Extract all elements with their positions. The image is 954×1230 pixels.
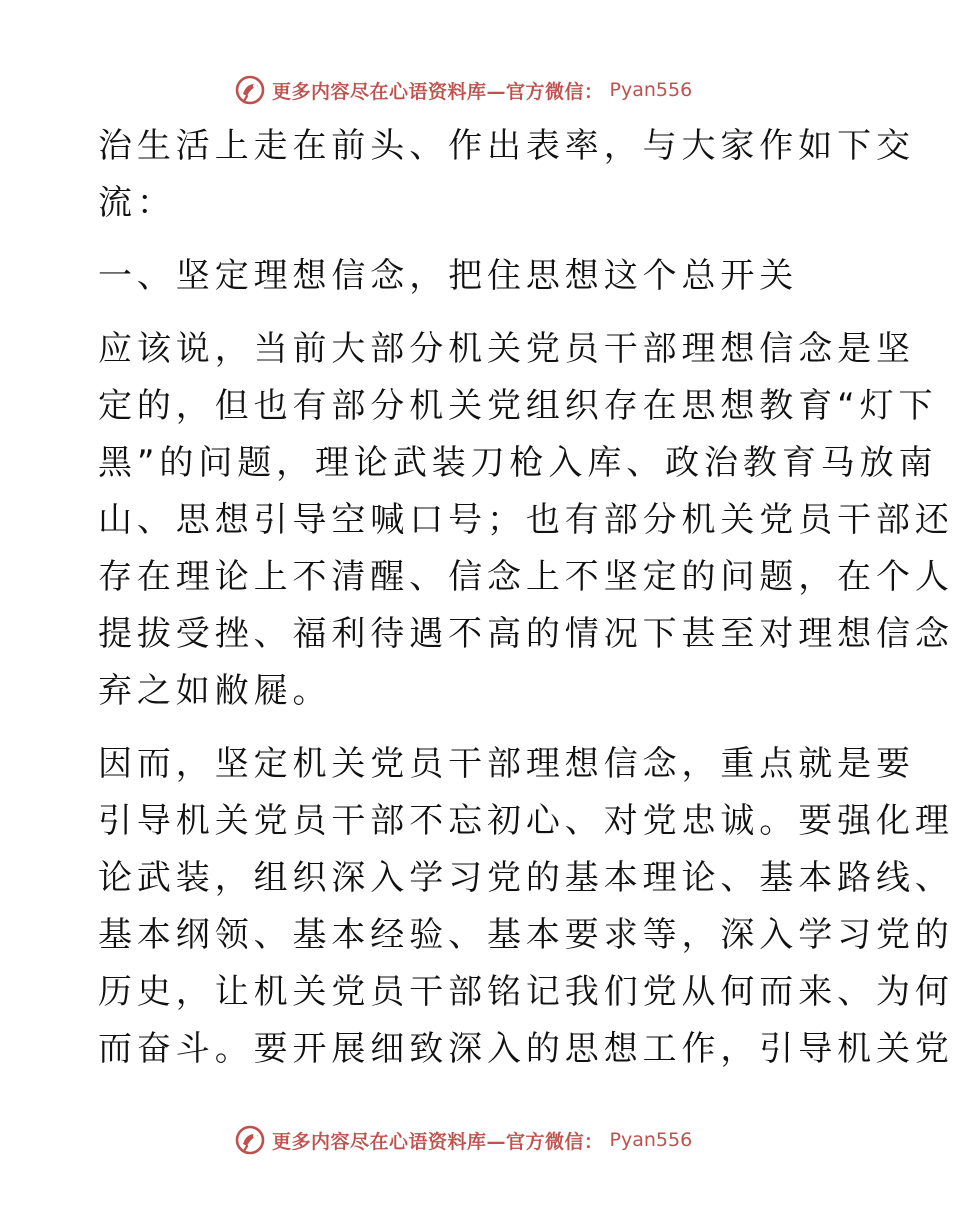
text-line: 治生活上走在前头、作出表率，与大家作如下交 <box>98 126 915 166</box>
text-line: 山、思想引导空喊口号；也有部分机关党员干部还 <box>98 500 954 540</box>
text-line: 论武装，组织深入学习党的基本理论、基本路线、 <box>98 858 954 898</box>
text-line: 而奋斗。要开展细致深入的思想工作，引导机关党 <box>98 1029 954 1069</box>
footer-banner-text: 更多内容尽在心语资料库—官方微信： <box>272 1130 604 1153</box>
pen-heart-logo-icon <box>234 74 266 106</box>
header-wechat-id: Pyan556 <box>609 79 693 101</box>
section-heading: 一、坚定理想信念，把住思想这个总开关 <box>98 256 799 296</box>
text-line: 应该说，当前大部分机关党员干部理想信念是坚 <box>98 329 915 369</box>
text-line: 基本纲领、基本经验、基本要求等，深入学习党的 <box>98 915 954 955</box>
footer-banner <box>234 1122 692 1158</box>
text-line: 因而，坚定机关党员干部理想信念，重点就是要 <box>98 744 915 784</box>
text-line: 弃之如敝屣。 <box>98 671 332 711</box>
header-banner <box>234 72 692 108</box>
text-line: 存在理论上不清醒、信念上不坚定的问题，在个人 <box>98 557 954 597</box>
text-line: 定的，但也有部分机关党组织存在思想教育“灯下 <box>98 386 938 426</box>
document-body <box>98 118 954 1078</box>
header-banner-text: 更多内容尽在心语资料库—官方微信： <box>272 80 604 103</box>
text-line: 历史，让机关党员干部铭记我们党从何而来、为何 <box>98 972 954 1012</box>
text-line: 提拔受挫、福利待遇不高的情况下甚至对理想信念 <box>98 614 954 654</box>
footer-wechat-id: Pyan556 <box>609 1129 693 1151</box>
text-line: 流： <box>98 183 176 223</box>
text-line: 引导机关党员干部不忘初心、对党忠诚。要强化理 <box>98 801 954 841</box>
pen-heart-logo-icon <box>234 1124 266 1156</box>
text-line: 黑”的问题，理论武装刀枪入库、政治教育马放南 <box>98 443 938 483</box>
